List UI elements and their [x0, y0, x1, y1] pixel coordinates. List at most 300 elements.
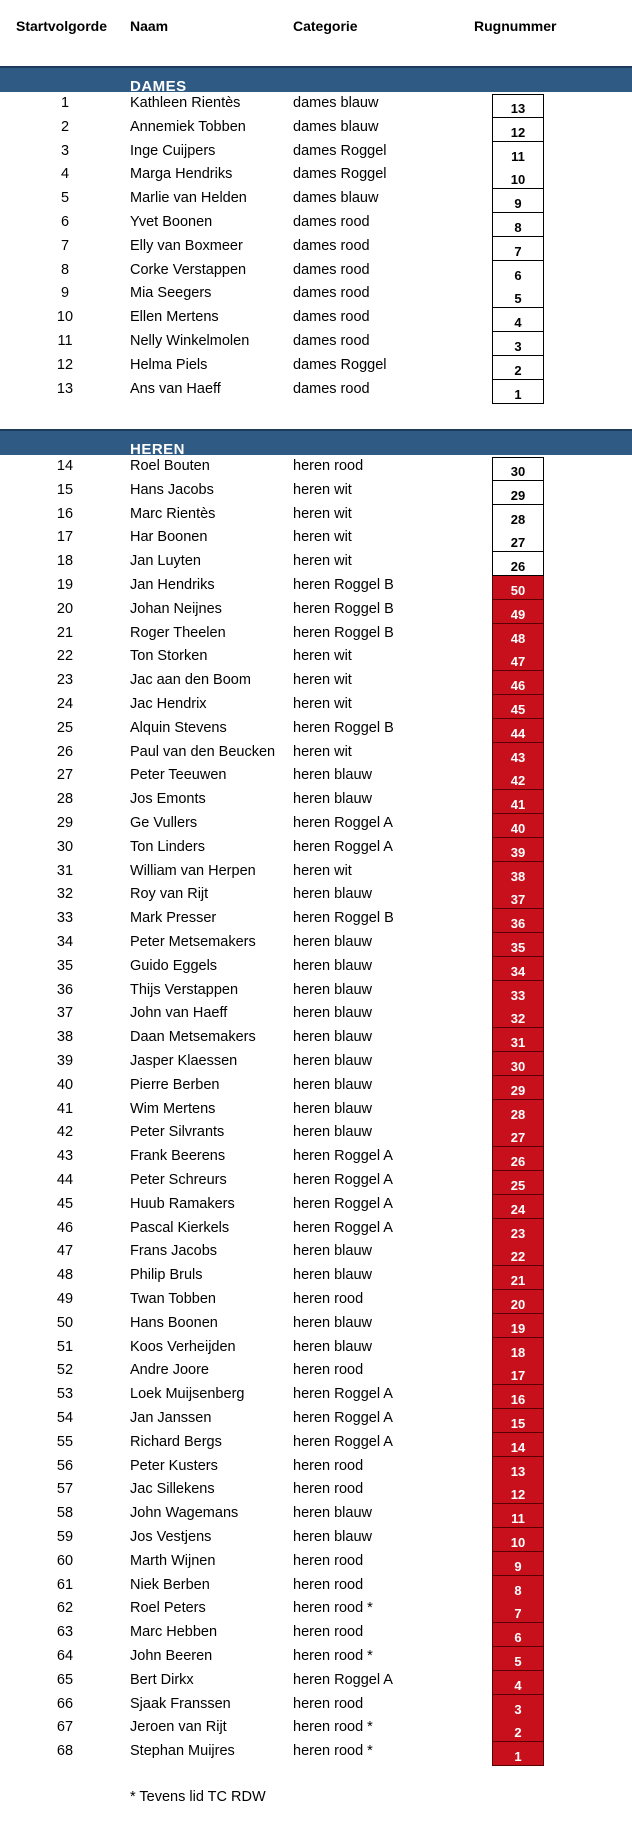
bib-number: 25	[510, 1178, 526, 1193]
category: heren blauw	[293, 981, 372, 998]
category: heren Roggel B	[293, 577, 394, 593]
participant-name: Peter Schreurs	[130, 1172, 227, 1188]
start-number: 54	[56, 1410, 74, 1426]
participant-name: Mia Seegers	[130, 285, 212, 302]
bib-number: 44	[510, 725, 526, 741]
header-naam: Naam	[130, 18, 169, 34]
category: dames blauw	[293, 190, 379, 207]
participant-name: Ton Linders	[130, 838, 205, 855]
category: heren rood	[293, 1481, 364, 1498]
bib-number: 30	[510, 464, 526, 479]
start-number: 6	[60, 214, 70, 230]
participant-name: Twan Tobben	[130, 1291, 216, 1307]
category: heren blauw	[293, 1029, 372, 1046]
start-number: 24	[56, 696, 74, 712]
bib-number-box	[492, 1528, 544, 1552]
participant-name: Marth Wijnen	[130, 1552, 216, 1569]
participant-name: Sjaak Franssen	[130, 1695, 231, 1712]
start-number: 14	[56, 458, 74, 474]
start-number: 66	[56, 1695, 74, 1712]
start-number: 35	[56, 957, 74, 974]
start-number: 33	[56, 910, 74, 927]
participant-name: Jac Hendrix	[130, 696, 207, 712]
bib-number-box	[492, 1480, 544, 1504]
participant-name: Mark Presser	[130, 910, 217, 927]
bib-number: 18	[510, 1344, 526, 1360]
participant-name: Koos Verheijden	[130, 1338, 236, 1355]
bib-number-box	[492, 1599, 544, 1623]
bib-number-box	[492, 1147, 544, 1171]
start-number: 32	[56, 886, 74, 903]
category: heren blauw	[293, 1124, 372, 1141]
bib-number: 3	[514, 339, 522, 354]
participant-name: Ans van Haeff	[130, 380, 221, 397]
bib-number-box	[492, 981, 544, 1005]
participant-name: Kathleen Rientès	[130, 95, 241, 111]
category: dames rood	[293, 309, 370, 326]
start-number: 60	[56, 1552, 74, 1569]
category: heren Roggel B	[293, 910, 394, 927]
category: dames rood	[293, 380, 370, 397]
category: heren wit	[293, 529, 352, 546]
category: dames rood	[293, 261, 370, 278]
participant-name: Jos Emonts	[130, 791, 206, 808]
bib-number-box	[492, 862, 544, 886]
bib-number: 11	[511, 1511, 525, 1527]
participant-name: Inge Cuijpers	[130, 142, 216, 159]
bib-number-box	[492, 142, 544, 166]
bib-number: 37	[510, 892, 526, 908]
category: heren Roggel A	[293, 1148, 393, 1165]
start-number: 38	[56, 1029, 74, 1046]
participant-name: Jac Sillekens	[130, 1481, 215, 1498]
participant-name: Loek Muijsenberg	[130, 1386, 245, 1403]
bib-number: 9	[514, 196, 522, 212]
start-number: 59	[56, 1529, 74, 1545]
category: heren blauw	[293, 1100, 372, 1117]
bib-number: 6	[514, 1630, 522, 1646]
start-number: 34	[56, 934, 74, 950]
bib-number: 12	[510, 1487, 526, 1503]
category: heren blauw	[293, 1338, 372, 1355]
section-title-dames: DAMES	[130, 78, 187, 95]
participant-name: Johan Neijnes	[130, 600, 222, 617]
start-number: 47	[56, 1243, 74, 1260]
bib-number: 4	[514, 315, 522, 331]
bib-number-box	[492, 719, 544, 743]
bib-number: 5	[514, 291, 522, 307]
participant-name: Alquin Stevens	[130, 719, 227, 736]
category: dames blauw	[293, 95, 379, 111]
start-number: 13	[56, 380, 74, 397]
start-number: 22	[56, 648, 74, 665]
bib-number-box	[492, 1576, 544, 1600]
start-number: 28	[56, 791, 74, 808]
participant-name: Yvet Boonen	[130, 214, 213, 230]
participant-name: Andre Joore	[130, 1362, 209, 1379]
category: heren rood *	[293, 1600, 373, 1617]
participant-name: Guido Eggels	[130, 957, 218, 974]
start-number: 51	[56, 1338, 74, 1355]
participant-name: Ton Storken	[130, 648, 208, 665]
start-number: 49	[56, 1291, 74, 1307]
bib-number-box	[492, 213, 544, 237]
category: dames blauw	[293, 118, 379, 135]
start-number: 29	[56, 815, 74, 831]
header-rugnummer: Rugnummer	[474, 18, 557, 34]
start-number: 31	[56, 862, 74, 879]
bib-number: 5	[514, 1654, 522, 1669]
participant-name: Paul van den Beucken	[130, 743, 276, 760]
category: heren wit	[293, 481, 352, 498]
bib-number: 20	[510, 1297, 526, 1312]
category: heren Roggel B	[293, 719, 394, 736]
start-number: 9	[60, 285, 70, 302]
category: heren rood	[293, 1624, 364, 1641]
bib-number: 12	[510, 124, 526, 140]
participant-name: Annemiek Tobben	[130, 118, 246, 135]
start-number: 61	[56, 1576, 74, 1593]
participant-name: Richard Bergs	[130, 1433, 222, 1450]
category: heren wit	[293, 553, 352, 570]
category: heren Roggel A	[293, 1219, 393, 1236]
bib-number: 26	[510, 1154, 526, 1170]
bib-number: 31	[510, 1035, 526, 1051]
start-number: 5	[60, 190, 70, 207]
category: heren rood *	[293, 1648, 373, 1664]
start-number: 41	[56, 1100, 74, 1117]
bib-number-box	[492, 481, 544, 505]
bib-number: 23	[510, 1225, 526, 1241]
category: heren wit	[293, 672, 352, 689]
bib-number-box	[492, 838, 544, 862]
participant-name: Peter Kusters	[130, 1457, 218, 1474]
bib-number-box	[492, 380, 544, 404]
category: heren Roggel A	[293, 1195, 393, 1212]
bib-number-box	[492, 790, 544, 814]
bib-number: 43	[510, 749, 526, 765]
bib-number: 40	[510, 821, 526, 836]
bib-number: 28	[510, 511, 526, 527]
participant-name: Niek Berben	[130, 1576, 210, 1593]
category: heren Roggel A	[293, 1172, 393, 1188]
bib-number-box	[492, 1338, 544, 1362]
bib-number-box	[492, 1457, 544, 1481]
participant-name: Frank Beerens	[130, 1148, 226, 1165]
category: heren Roggel B	[293, 600, 394, 617]
participant-name: Pascal Kierkels	[130, 1219, 230, 1236]
bib-number: 30	[510, 1059, 526, 1074]
start-number: 17	[56, 529, 74, 546]
bib-number: 8	[514, 220, 522, 235]
start-number: 64	[56, 1648, 74, 1664]
bib-number: 1	[514, 1749, 522, 1765]
section-band-dames	[0, 66, 632, 95]
bib-number: 21	[510, 1273, 526, 1289]
start-number: 68	[56, 1743, 74, 1760]
bib-number-box	[492, 1552, 544, 1576]
bib-number-box	[492, 1314, 544, 1338]
participant-name: Wim Mertens	[130, 1100, 216, 1117]
bib-number-box	[492, 576, 544, 600]
start-number: 23	[56, 672, 74, 689]
participant-name: John Beeren	[130, 1648, 213, 1664]
start-number: 40	[56, 1076, 74, 1093]
bib-number-box	[492, 1504, 544, 1528]
bib-number-box	[492, 118, 544, 142]
bib-number: 50	[510, 583, 526, 598]
category: heren wit	[293, 696, 352, 712]
bib-number-box	[492, 909, 544, 933]
bib-number-box	[492, 1052, 544, 1076]
participant-name: Marc Hebben	[130, 1624, 218, 1641]
bib-number: 7	[514, 1606, 522, 1622]
bib-number: 17	[510, 1368, 526, 1384]
category: heren blauw	[293, 1005, 372, 1022]
bib-number-box	[492, 695, 544, 719]
participant-name: Jan Hendriks	[130, 577, 215, 593]
bib-number-box	[492, 1695, 544, 1719]
bib-number-box	[492, 1290, 544, 1314]
bib-number-box	[492, 624, 544, 648]
bib-number-box	[492, 308, 544, 332]
bib-number: 34	[510, 963, 526, 979]
bib-number: 6	[514, 267, 522, 283]
category: dames rood	[293, 214, 370, 230]
participant-name: Daan Metsemakers	[130, 1029, 256, 1046]
start-number: 15	[56, 481, 74, 498]
bib-number: 41	[510, 797, 526, 813]
bib-number-box	[492, 1623, 544, 1647]
bib-number-box	[492, 552, 544, 576]
category: heren blauw	[293, 1314, 372, 1331]
category: heren blauw	[293, 791, 372, 808]
category: heren wit	[293, 648, 352, 665]
bib-number-box	[492, 647, 544, 671]
bib-number: 13	[510, 1463, 526, 1479]
bib-number: 2	[514, 1725, 522, 1741]
bib-number-box	[492, 505, 544, 529]
start-number: 10	[56, 309, 74, 326]
bib-number-box	[492, 885, 544, 909]
participant-name: Roy van Rijt	[130, 886, 209, 903]
start-number: 67	[56, 1719, 74, 1736]
start-number: 7	[60, 237, 70, 254]
participant-name: Jasper Klaessen	[130, 1053, 238, 1069]
category: heren blauw	[293, 957, 372, 974]
start-number: 43	[56, 1148, 74, 1165]
participant-name: Peter Metsemakers	[130, 934, 256, 950]
header-startvolgorde: Startvolgorde	[16, 18, 108, 34]
category: dames Roggel	[293, 356, 387, 373]
participant-name: Thijs Verstappen	[130, 981, 239, 998]
participant-name: Marlie van Helden	[130, 190, 247, 207]
bib-number-box	[492, 1100, 544, 1124]
bib-number-box	[492, 671, 544, 695]
bib-number: 10	[510, 172, 526, 188]
start-number: 8	[60, 261, 70, 278]
bib-number-box	[492, 1219, 544, 1243]
section-band-heren	[0, 429, 632, 458]
participant-name: Hans Jacobs	[130, 481, 214, 498]
participant-name: Marc Rientès	[130, 505, 216, 522]
category: dames Roggel	[293, 166, 387, 183]
start-number: 53	[56, 1386, 74, 1403]
start-number: 18	[56, 553, 74, 570]
bib-number: 42	[510, 773, 526, 789]
category: heren blauw	[293, 1529, 372, 1545]
bib-number-box	[492, 457, 544, 481]
participant-name: Peter Silvrants	[130, 1124, 225, 1141]
bib-number: 24	[510, 1201, 526, 1217]
bib-number-box	[492, 1385, 544, 1409]
bib-number-box	[492, 1171, 544, 1195]
bib-number-box	[492, 1242, 544, 1266]
participant-name: Stephan Muijres	[130, 1743, 235, 1760]
category: heren blauw	[293, 1267, 372, 1284]
participant-name: Ge Vullers	[130, 815, 198, 831]
footnote: * Tevens lid TC RDW	[130, 1789, 266, 1805]
bib-number: 16	[510, 1392, 526, 1408]
start-number: 4	[60, 166, 70, 183]
bib-number-box	[492, 528, 544, 552]
category: heren Roggel A	[293, 1410, 393, 1426]
bib-number: 48	[510, 630, 526, 646]
bib-number-box	[492, 1409, 544, 1433]
participant-name: Bert Dirkx	[130, 1671, 194, 1688]
bib-number-box	[492, 332, 544, 356]
section-title-heren: HEREN	[130, 441, 186, 458]
category: heren blauw	[293, 1076, 372, 1093]
bib-number-box	[492, 766, 544, 790]
bib-number-box	[492, 1433, 544, 1457]
start-number: 20	[56, 600, 74, 617]
category: heren rood *	[293, 1719, 373, 1736]
participant-name: Roel Peters	[130, 1600, 206, 1617]
bib-number-box	[492, 1361, 544, 1385]
start-number: 57	[56, 1481, 74, 1498]
bib-number: 49	[510, 606, 526, 622]
participant-name: Frans Jacobs	[130, 1243, 218, 1260]
category: dames rood	[293, 237, 370, 254]
bib-number: 27	[510, 535, 526, 551]
bib-number: 13	[510, 101, 526, 116]
bib-number-box	[492, 814, 544, 838]
bib-number: 32	[510, 1011, 526, 1027]
participant-name: Roel Bouten	[130, 458, 210, 474]
bib-number: 14	[510, 1439, 526, 1455]
start-number: 48	[56, 1267, 74, 1284]
category: heren Roggel A	[293, 1671, 393, 1688]
category: heren rood	[293, 1695, 364, 1712]
start-number: 44	[56, 1172, 74, 1188]
bib-number: 36	[510, 916, 526, 932]
participant-name: Jan Janssen	[130, 1410, 212, 1426]
start-number: 2	[60, 118, 70, 135]
participant-name: Jan Luyten	[130, 553, 201, 570]
bib-number-box	[492, 1742, 544, 1766]
bib-number-box	[492, 1647, 544, 1671]
participant-name: Nelly Winkelmolen	[130, 333, 250, 349]
participant-name: Huub Ramakers	[130, 1195, 235, 1212]
bib-number: 28	[510, 1106, 526, 1122]
category: heren blauw	[293, 1243, 372, 1260]
participant-name: Elly van Boxmeer	[130, 237, 243, 254]
bib-number: 22	[510, 1249, 526, 1265]
bib-number-box	[492, 1028, 544, 1052]
participant-name: Helma Piels	[130, 356, 208, 373]
category: heren blauw	[293, 1505, 372, 1522]
participant-name: Roger Theelen	[130, 624, 226, 641]
category: heren Roggel A	[293, 1386, 393, 1403]
category: heren rood	[293, 1457, 364, 1474]
bib-number-box	[492, 1076, 544, 1100]
bib-number: 39	[510, 844, 526, 860]
bib-number-box	[492, 284, 544, 308]
category: heren Roggel A	[293, 838, 393, 855]
category: heren Roggel A	[293, 815, 393, 831]
bib-number-box	[492, 600, 544, 624]
start-number: 27	[56, 767, 74, 784]
participant-name: Marga Hendriks	[130, 166, 233, 183]
category: dames rood	[293, 285, 370, 302]
bib-number: 19	[510, 1320, 526, 1336]
category: dames Roggel	[293, 142, 387, 159]
start-number: 42	[56, 1124, 74, 1141]
start-number: 21	[56, 624, 74, 641]
start-number: 50	[56, 1314, 74, 1331]
bib-number: 7	[514, 243, 522, 259]
category: heren wit	[293, 505, 352, 522]
bib-number-box	[492, 1718, 544, 1742]
participant-name: Ellen Mertens	[130, 309, 219, 326]
bib-number-box	[492, 957, 544, 981]
category: heren blauw	[293, 934, 372, 950]
start-number: 45	[56, 1195, 74, 1212]
bib-number: 29	[510, 487, 526, 503]
start-number: 58	[56, 1505, 74, 1522]
bib-number: 47	[510, 654, 526, 670]
bib-number: 26	[510, 559, 526, 575]
category: heren Roggel B	[293, 624, 394, 641]
category: heren rood	[293, 1362, 364, 1379]
participant-name: Hans Boonen	[130, 1314, 218, 1331]
category: heren rood	[293, 1576, 364, 1593]
header-categorie: Categorie	[293, 18, 358, 34]
category: heren rood	[293, 1291, 364, 1307]
bib-number-box	[492, 1004, 544, 1028]
bib-number: 1	[514, 386, 522, 402]
category: heren blauw	[293, 767, 372, 784]
participant-name: Corke Verstappen	[130, 261, 247, 278]
start-number: 3	[60, 142, 70, 159]
bib-number: 3	[514, 1701, 522, 1717]
bib-number: 4	[514, 1677, 522, 1693]
start-number: 19	[56, 577, 74, 593]
bib-number-box	[492, 189, 544, 213]
start-number: 56	[56, 1457, 74, 1474]
participant-name: Har Boonen	[130, 529, 208, 546]
category: heren wit	[293, 862, 352, 879]
bib-number: 15	[510, 1416, 526, 1431]
participant-name: John Wagemans	[130, 1505, 239, 1522]
participant-name: Pierre Berben	[130, 1076, 220, 1093]
participant-name: Jeroen van Rijt	[130, 1719, 227, 1736]
bib-number: 10	[510, 1535, 526, 1550]
bib-number-box	[492, 1123, 544, 1147]
start-number: 11	[57, 333, 73, 349]
category: heren blauw	[293, 886, 372, 903]
